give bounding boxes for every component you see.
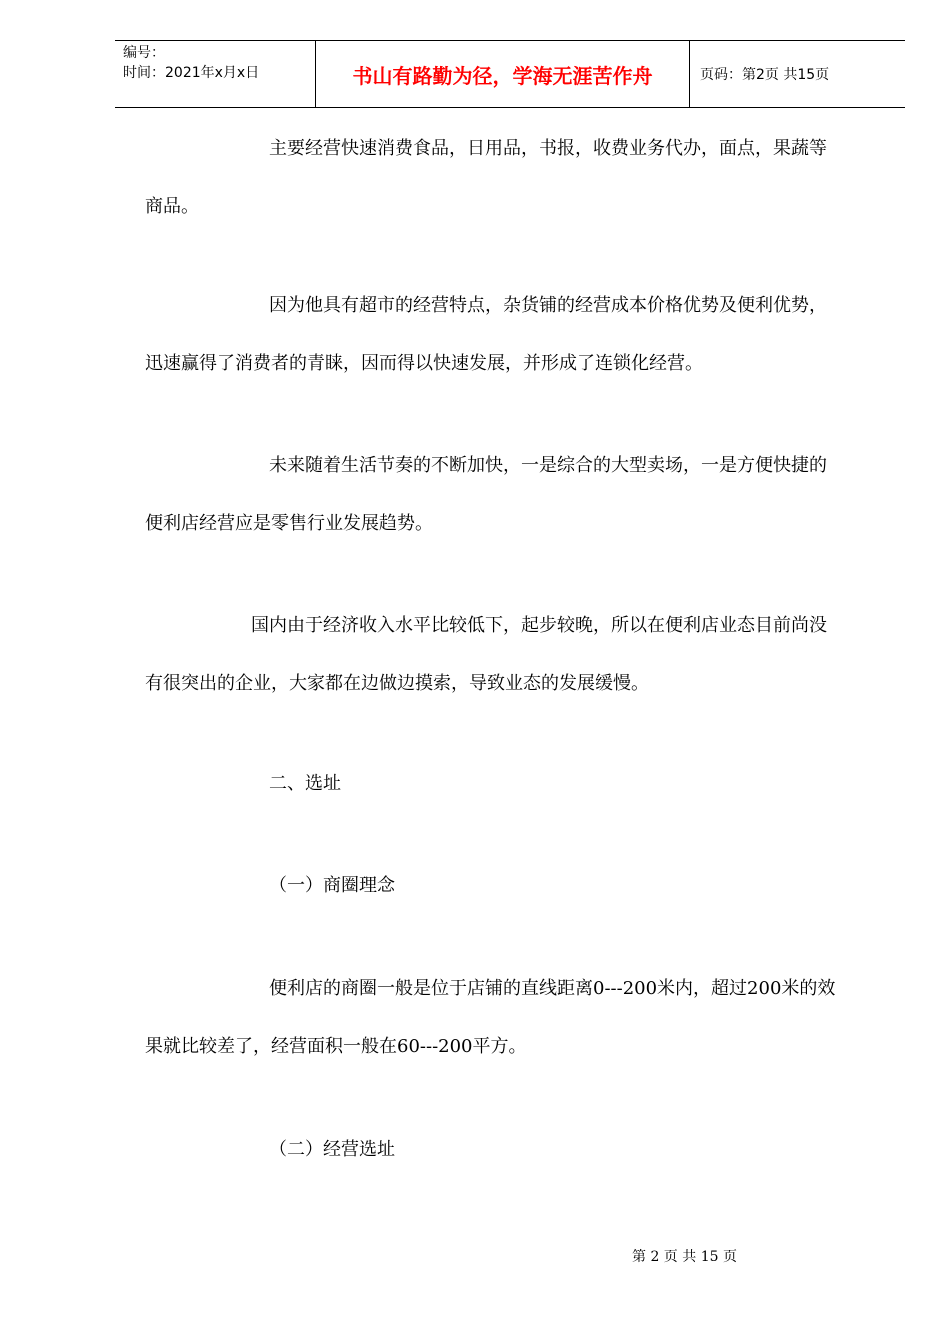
- paragraph-5-line-1: 便利店的商圈一般是位于店铺的直线距离0---200米内，超过200米的效: [269, 978, 836, 999]
- section-heading-site-selection: [145, 755, 870, 813]
- paragraph-4-line-1: 国内由于经济收入水平比较低下，起步较晚，所以在便利店业态目前尚没: [251, 615, 827, 636]
- paragraph-1-line-1: 主要经营快速消费食品，日用品，书报，收费业务代办，面点，果蔬等: [269, 138, 827, 159]
- header-motto: 书山有路勤为径，学海无涯苦作舟: [352, 63, 653, 88]
- paragraph-4: [145, 597, 870, 713]
- paragraph-5-line-2: 果就比较差了，经营面积一般在60---200平方。: [145, 1036, 527, 1057]
- paragraph-2: [145, 277, 870, 393]
- header-motto-cell: [315, 41, 690, 107]
- paragraph-5: [145, 960, 870, 1076]
- header-page-info: 页码：第2页 共15页: [700, 67, 830, 83]
- paragraph-2-line-2: 迅速赢得了消费者的青睐，因而得以快速发展，并形成了连锁化经营。: [145, 353, 703, 374]
- paragraph-4-line-2: 有很突出的企业，大家都在边做边摸索，导致业态的发展缓慢。: [145, 673, 649, 694]
- header-meta-cell: [115, 41, 315, 107]
- paragraph-2-line-1: 因为他具有超市的经营特点，杂货铺的经营成本价格优势及便利优势，: [269, 295, 827, 316]
- subheading-trade-area: [145, 857, 870, 915]
- subheading-site-selection-text: （二）经营选址: [269, 1139, 395, 1160]
- document-date-label: 时间：2021年x月x日: [123, 65, 260, 81]
- paragraph-3-line-1: 未来随着生活节奏的不断加快，一是综合的大型卖场，一是方便快捷的: [269, 455, 827, 476]
- paragraph-1: [145, 120, 870, 236]
- subheading-site-selection: [145, 1121, 870, 1179]
- page-header: [115, 40, 905, 108]
- header-page-cell: [690, 41, 905, 107]
- document-number-label: 编号：: [123, 45, 165, 61]
- paragraph-3-line-2: 便利店经营应是零售行业发展趋势。: [145, 513, 433, 534]
- subheading-trade-area-text: （一）商圈理念: [269, 875, 395, 896]
- section-heading-text: 二、选址: [269, 773, 341, 794]
- page-footer: 第 2 页 共 15 页: [632, 1249, 737, 1265]
- paragraph-1-line-2: 商品。: [145, 196, 199, 217]
- paragraph-3: [145, 437, 870, 553]
